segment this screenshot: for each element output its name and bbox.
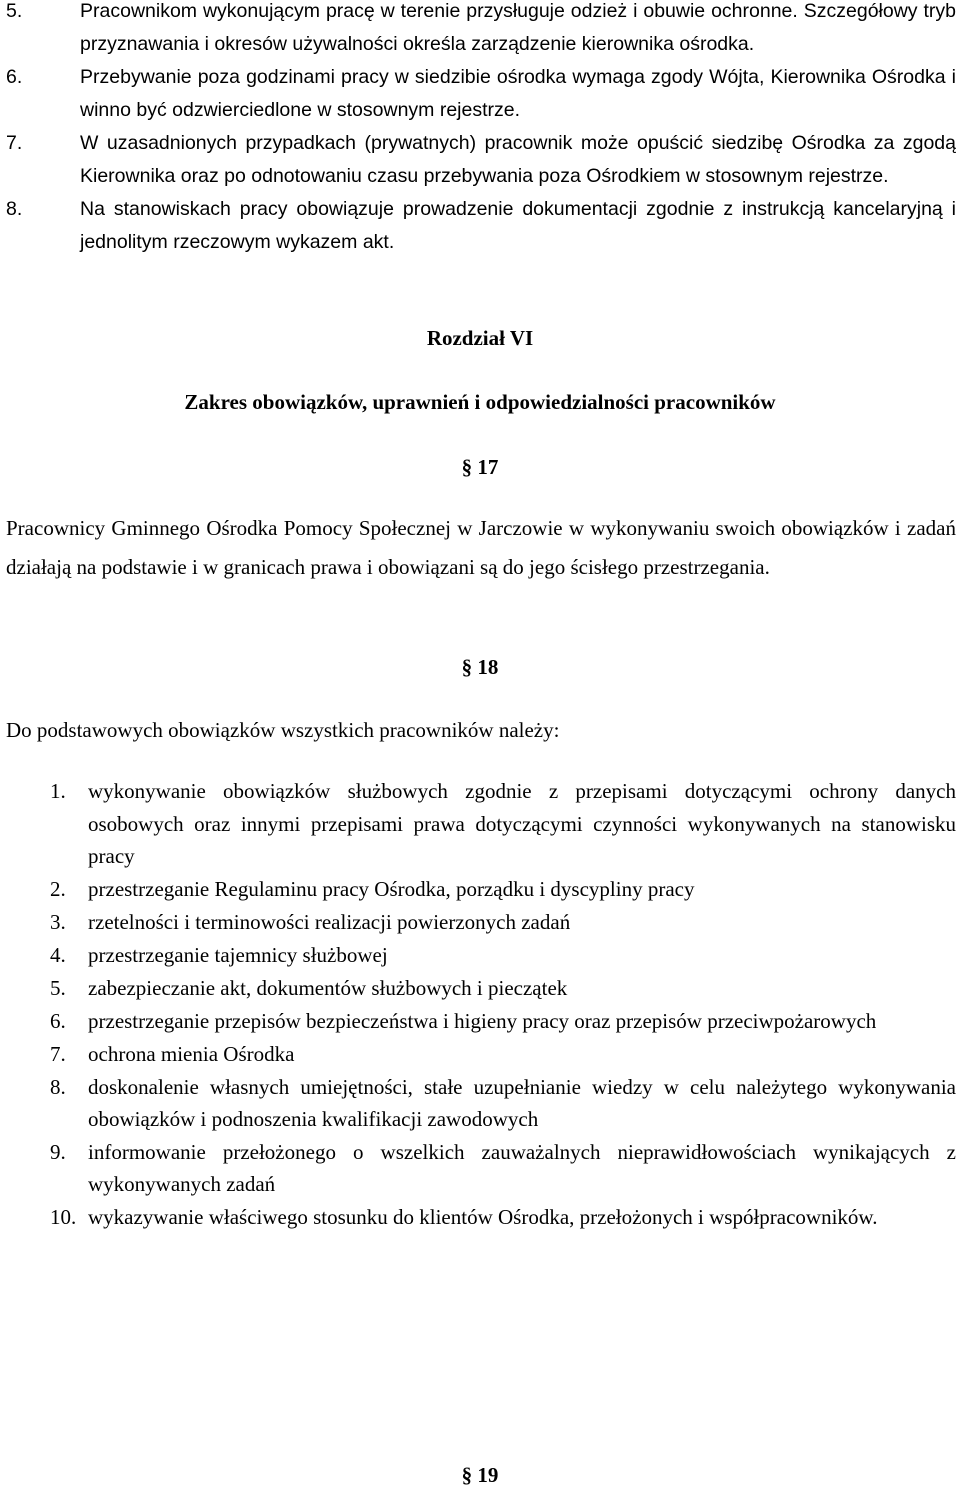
list-item — [50, 1038, 956, 1071]
list-text: ochrona mienia Ośrodka — [88, 1041, 295, 1066]
list-text: rzetelności i terminowości realizacji powierzonych zadań — [88, 909, 571, 934]
list-text: przestrzeganie Regulaminu pracy Ośrodka, porządku i dyscypliny pracy — [88, 876, 695, 901]
list-text: W uzasadnionych przypadkach (prywatnych) pracownik może opuścić siedzibę Ośrodka za zgodą Kierownika oraz po odnotowaniu czasu przebywania poza Ośrodkiem w stosownym rejestrze. — [80, 132, 956, 187]
list-item — [6, 127, 956, 193]
list-number: 7. — [50, 1041, 66, 1066]
regulation-list — [6, 0, 956, 259]
list-text: Przebywanie poza godzinami pracy w siedzibie ośrodka wymaga zgody Wójta, Kierownika Ośrodka i winno być odzwierciedlone w stosownym rejestrze. — [80, 66, 956, 121]
list-text: Pracownikom wykonującym pracę w terenie przysługuje odzież i obuwie ochronne. Szczegółowy tryb przyznawania i okresów używalności określa zarządzenie kierownika ośrodka. — [80, 0, 956, 55]
list-item — [50, 873, 956, 906]
list-text: Na stanowiskach pracy obowiązuje prowadzenie dokumentacji zgodnie z instrukcją kancelaryjną i jednolitym rzeczowym wykazem akt. — [80, 198, 956, 253]
list-item — [50, 906, 956, 939]
list-number: 8. — [6, 198, 23, 220]
list-number: 5. — [6, 0, 23, 22]
list-item — [50, 972, 956, 1005]
section-17-text: Pracownicy Gminnego Ośrodka Pomocy Społecznej w Jarczowie w wykonywaniu swoich obowiązków i zadań działają na podstawie i w granicach prawa i obowiązani są do jego ścisłego przestrzegania. — [6, 516, 956, 579]
list-number: 5. — [50, 975, 66, 1000]
list-number: 6. — [6, 66, 23, 88]
list-item — [6, 193, 956, 259]
duties-list — [50, 775, 956, 1234]
list-text: przestrzeganie przepisów bezpieczeństwa i higieny pracy oraz przepisów przeciwpożarowych — [88, 1008, 877, 1033]
list-number: 10. — [50, 1204, 77, 1229]
list-number: 7. — [6, 132, 23, 154]
section-17-label: § 17 — [461, 455, 499, 479]
list-item — [6, 0, 956, 61]
chapter-number: Rozdział VI — [426, 326, 534, 350]
section-18-label: § 18 — [461, 655, 499, 679]
list-number: 1. — [50, 779, 66, 803]
list-item — [50, 1005, 956, 1038]
list-text: wykazywanie właściwego stosunku do klientów Ośrodka, przełożonych i współpracowników. — [88, 1204, 878, 1229]
list-number: 3. — [50, 909, 66, 934]
list-item — [50, 939, 956, 972]
list-number: 4. — [50, 942, 66, 967]
section-19-label: § 19 — [461, 1463, 499, 1487]
list-number: 9. — [50, 1139, 66, 1164]
list-number: 8. — [50, 1074, 66, 1099]
list-text: przestrzeganie tajemnicy służbowej — [88, 942, 388, 967]
list-text: zabezpieczanie akt, dokumentów służbowych i pieczątek — [88, 975, 568, 1000]
list-item — [50, 775, 956, 873]
list-item — [50, 1201, 956, 1234]
chapter-title: Zakres obowiązków, uprawnień i odpowiedzialności pracowników — [184, 390, 776, 414]
list-item — [6, 61, 956, 127]
list-item — [50, 1071, 956, 1136]
list-number: 6. — [50, 1008, 66, 1033]
list-text: doskonalenie własnych umiejętności, stałe uzupełnianie wiedzy w celu należytego wykonywania obowiązków i podnoszenia kwalifikacji zawodowych — [88, 1074, 956, 1131]
list-text: wykonywanie obowiązków służbowych zgodnie z przepisami dotyczącymi ochrony danych osobowych oraz innymi przepisami prawa dotyczącymi czynności wykonywanych na stanowisku pracy — [88, 779, 956, 868]
list-number: 2. — [50, 876, 66, 901]
list-item — [50, 1136, 956, 1201]
list-text: informowanie przełożonego o wszelkich zauważalnych nieprawidłowościach wynikających z wykonywanych zadań — [88, 1139, 956, 1196]
section-18-intro: Do podstawowych obowiązków wszystkich pracowników należy: — [6, 718, 560, 742]
